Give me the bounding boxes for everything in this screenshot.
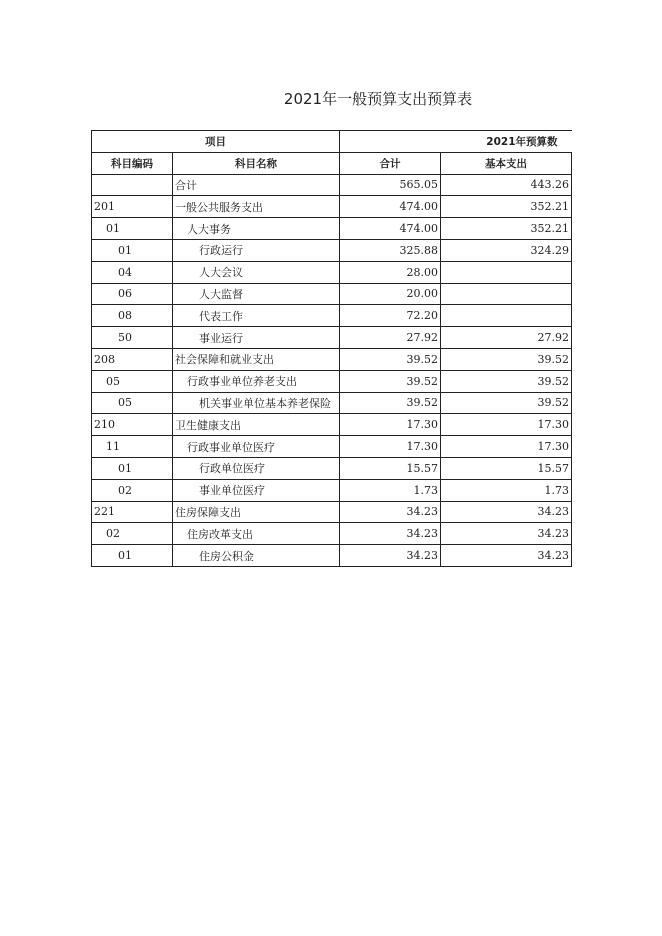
header-name: 科目名称 — [173, 152, 340, 174]
code-cell: 05 — [92, 392, 173, 414]
table-row — [92, 501, 572, 523]
code-cell: 06 — [92, 283, 173, 305]
total-cell: 39.52 — [340, 392, 441, 414]
header-budget: 2021年预算数 — [340, 131, 572, 153]
code-cell: 221 — [92, 501, 173, 523]
name-cell: 事业运行 — [173, 327, 340, 349]
basic-cell — [441, 305, 572, 327]
basic-cell: 34.23 — [441, 523, 572, 545]
name-cell: 一般公共服务支出 — [173, 196, 340, 218]
code-cell: 05 — [92, 370, 173, 392]
name-cell: 人大事务 — [173, 218, 340, 240]
name-cell: 代表工作 — [173, 305, 340, 327]
basic-cell: 39.52 — [441, 392, 572, 414]
total-cell: 20.00 — [340, 283, 441, 305]
table-row — [92, 414, 572, 436]
table-row — [92, 545, 572, 567]
table-row — [92, 348, 572, 370]
basic-cell: 34.23 — [441, 501, 572, 523]
total-cell: 34.23 — [340, 501, 441, 523]
page-title: 2021年一般预算支出预算表 — [283, 90, 473, 108]
name-cell: 机关事业单位基本养老保险 — [173, 392, 340, 414]
code-cell: 50 — [92, 327, 173, 349]
code-cell: 08 — [92, 305, 173, 327]
header-project: 项目 — [92, 131, 340, 153]
table-row — [92, 370, 572, 392]
total-cell: 28.00 — [340, 261, 441, 283]
basic-cell: 27.92 — [441, 327, 572, 349]
basic-cell: 17.30 — [441, 436, 572, 458]
total-cell: 17.30 — [340, 436, 441, 458]
basic-cell: 352.21 — [441, 218, 572, 240]
table-row — [92, 283, 572, 305]
basic-cell — [441, 283, 572, 305]
table-row — [92, 261, 572, 283]
total-cell: 39.52 — [340, 348, 441, 370]
code-cell: 210 — [92, 414, 173, 436]
table-row — [92, 436, 572, 458]
total-cell: 15.57 — [340, 457, 441, 479]
basic-cell: 15.57 — [441, 457, 572, 479]
name-cell: 合计 — [173, 174, 340, 196]
table-row — [92, 196, 572, 218]
total-cell: 1.73 — [340, 479, 441, 501]
total-cell: 474.00 — [340, 218, 441, 240]
table-row — [92, 479, 572, 501]
name-cell: 行政单位医疗 — [173, 457, 340, 479]
table-row — [92, 457, 572, 479]
basic-cell: 324.29 — [441, 239, 572, 261]
name-cell: 社会保障和就业支出 — [173, 348, 340, 370]
table-row — [92, 305, 572, 327]
budget-table — [91, 130, 572, 567]
code-cell: 02 — [92, 479, 173, 501]
name-cell: 住房公积金 — [173, 545, 340, 567]
code-cell: 11 — [92, 436, 173, 458]
total-cell: 72.20 — [340, 305, 441, 327]
total-cell: 474.00 — [340, 196, 441, 218]
table-row — [92, 327, 572, 349]
code-cell — [92, 174, 173, 196]
table-row — [92, 392, 572, 414]
total-cell: 39.52 — [340, 370, 441, 392]
total-cell: 325.88 — [340, 239, 441, 261]
basic-cell: 443.26 — [441, 174, 572, 196]
code-cell: 04 — [92, 261, 173, 283]
basic-cell: 352.21 — [441, 196, 572, 218]
code-cell: 01 — [92, 457, 173, 479]
basic-cell: 39.52 — [441, 348, 572, 370]
basic-cell: 34.23 — [441, 545, 572, 567]
code-cell: 02 — [92, 523, 173, 545]
name-cell: 卫生健康支出 — [173, 414, 340, 436]
name-cell: 住房改革支出 — [173, 523, 340, 545]
basic-cell: 39.52 — [441, 370, 572, 392]
basic-cell: 1.73 — [441, 479, 572, 501]
code-cell: 01 — [92, 545, 173, 567]
total-cell: 565.05 — [340, 174, 441, 196]
total-cell: 17.30 — [340, 414, 441, 436]
table-row — [92, 523, 572, 545]
code-cell: 01 — [92, 218, 173, 240]
basic-cell — [441, 261, 572, 283]
name-cell: 住房保障支出 — [173, 501, 340, 523]
name-cell: 行政事业单位养老支出 — [173, 370, 340, 392]
table-row — [92, 174, 572, 196]
header-total: 合计 — [340, 152, 441, 174]
header-basic: 基本支出 — [441, 152, 572, 174]
table-row — [92, 218, 572, 240]
total-cell: 27.92 — [340, 327, 441, 349]
name-cell: 事业单位医疗 — [173, 479, 340, 501]
code-cell: 201 — [92, 196, 173, 218]
header-code: 科目编码 — [92, 152, 173, 174]
name-cell: 人大监督 — [173, 283, 340, 305]
basic-cell: 17.30 — [441, 414, 572, 436]
code-cell: 01 — [92, 239, 173, 261]
name-cell: 行政运行 — [173, 239, 340, 261]
name-cell: 人大会议 — [173, 261, 340, 283]
code-cell: 208 — [92, 348, 173, 370]
table-row — [92, 239, 572, 261]
name-cell: 行政事业单位医疗 — [173, 436, 340, 458]
total-cell: 34.23 — [340, 545, 441, 567]
total-cell: 34.23 — [340, 523, 441, 545]
